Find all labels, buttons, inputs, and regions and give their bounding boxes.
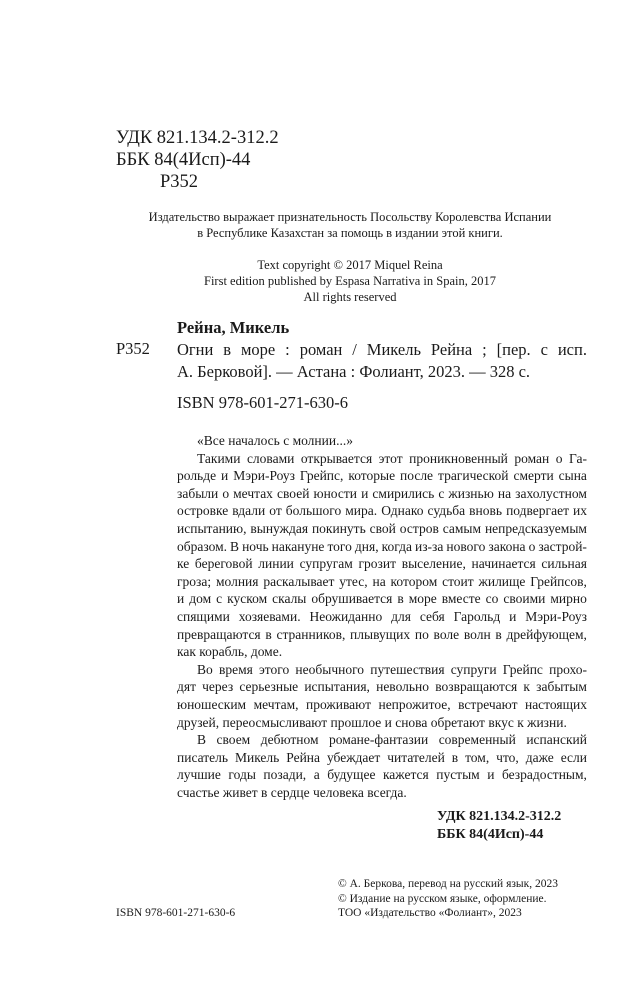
annotation-word: образом.	[177, 538, 228, 554]
bib-word: в	[223, 340, 232, 359]
annotation-word: а	[313, 767, 320, 783]
annotation-word: и	[487, 767, 495, 783]
annotation-word: большого	[285, 503, 342, 519]
annotation-word: дня,	[354, 538, 379, 554]
annotation-word: покинуть	[311, 520, 366, 536]
annotation-word: свой	[369, 520, 396, 536]
bib-word: [пер.	[496, 340, 531, 359]
annotation-word: этого	[259, 661, 290, 677]
annotation-word: подвергает	[506, 503, 569, 519]
annotation-word: накануне	[271, 538, 325, 554]
annotation-word: Мэри-Роуз	[233, 468, 295, 484]
annotation-line: друзей, переосмысливают прошлое и снова обретают вкус к жизни.	[177, 714, 567, 730]
annotation-word: стоит	[442, 573, 474, 589]
annotation-word: судьба	[427, 503, 466, 519]
annotation-word: в	[495, 626, 502, 642]
author-mark: Р352	[160, 172, 199, 192]
annotation-word: Однако	[381, 503, 424, 519]
annotation-line	[177, 661, 587, 679]
annotation-word: романе-фантазии	[329, 732, 429, 748]
annotation-word: утес,	[339, 573, 368, 589]
annotation-word: роман	[514, 450, 550, 466]
bib-word: с	[540, 340, 548, 359]
annotation-word: закона	[488, 538, 526, 554]
annotation-word: писатель	[177, 749, 229, 765]
annotation-line	[177, 538, 587, 556]
annotation-word: и	[509, 608, 517, 624]
annotation-word: Мэри-Роуз	[525, 608, 587, 624]
copyright-line: All rights reserved	[303, 290, 397, 304]
bib-word: Огни	[177, 340, 214, 359]
annotation-word: забыли	[177, 485, 219, 501]
annotation-word: обрушивается	[311, 591, 393, 607]
annotation-word: о	[528, 538, 536, 554]
annotation	[177, 432, 587, 801]
annotation-word: дебютном	[260, 732, 319, 748]
annotation-word: Рейна	[286, 749, 321, 765]
annotation-word: позади,	[263, 767, 307, 783]
annotation-word: проникновенный	[409, 450, 508, 466]
annotation-word: жилище	[478, 573, 526, 589]
annotation-word: мирно	[550, 591, 587, 607]
annotation-word: береговой	[194, 556, 253, 572]
annotation-word: кажется	[382, 767, 429, 783]
annotation-word: ночь	[242, 538, 269, 554]
annotation-word: супруги	[450, 661, 497, 677]
annotation-word: своем	[216, 732, 251, 748]
annotation-word: забытым	[536, 679, 587, 695]
annotation-word: застрой-	[538, 538, 587, 554]
copyright-line: © А. Беркова, перевод на русский язык, 2023	[338, 878, 558, 890]
bib-word: :	[285, 340, 290, 359]
annotation-word: современный	[438, 732, 516, 748]
annotation-word: Гарольд	[453, 608, 501, 624]
annotation-word: на	[372, 573, 386, 589]
annotation-line	[177, 573, 587, 591]
annotation-word: серьезные	[239, 679, 299, 695]
annotation-line	[177, 502, 587, 520]
annotation-word: по	[414, 626, 429, 642]
annotation-word: для	[391, 608, 411, 624]
annotation-word: волн	[463, 626, 491, 642]
annotation-word: мечтах	[233, 485, 273, 501]
annotation-word: том,	[465, 749, 490, 765]
annotation-word: Га-	[569, 450, 587, 466]
annotation-word: с	[438, 485, 445, 501]
bib-word: Рейна	[430, 340, 473, 359]
annotation-word: захолустном	[515, 485, 587, 501]
copyright-line: ТОО «Издательство «Фолиант», 2023	[338, 907, 522, 919]
annotation-word: дрейфующем,	[506, 626, 587, 642]
annotation-word: будущее	[327, 767, 376, 783]
annotation-word: своей	[277, 485, 310, 501]
annotation-word: море	[408, 591, 437, 607]
annotation-word: линии	[258, 556, 294, 572]
annotation-word: жизнью	[448, 485, 494, 501]
annotation-word: грозит	[358, 556, 396, 572]
annotation-word: настоящих	[524, 696, 587, 712]
annotation-word: непрожитое,	[378, 696, 451, 712]
annotation-word: скалы	[272, 591, 307, 607]
annotation-line	[177, 555, 587, 573]
annotation-word: когда	[381, 538, 412, 554]
annotation-word: смерти	[513, 468, 554, 484]
bibliographic-line-1	[177, 339, 587, 361]
bib-word: Микель	[366, 340, 421, 359]
annotation-line	[177, 485, 587, 503]
annotation-word: что,	[496, 749, 519, 765]
bib-word: роман	[299, 340, 343, 359]
annotation-word: воле	[433, 626, 460, 642]
annotation-word: Неожиданно	[309, 608, 383, 624]
annotation-word: годы	[228, 767, 256, 783]
annotation-word: Во	[197, 661, 213, 677]
annotation-word: с	[216, 591, 223, 607]
annotation-word: вновь	[469, 503, 503, 519]
annotation-word: вдали	[232, 503, 266, 519]
annotation-word: встречают	[458, 696, 518, 712]
annotation-word: от	[269, 503, 282, 519]
annotation-line: счастье живет в сердце человека всегда.	[177, 784, 407, 800]
annotation-word: после	[400, 468, 434, 484]
annotation-word: о	[555, 450, 563, 466]
bibliographic-line-2: А. Берковой]. — Астана : Фолиант, 2023. — 328 с.	[177, 362, 531, 381]
udk-code: УДК 821.134.2-312.2	[116, 128, 279, 148]
bib-word: исп.	[557, 340, 587, 359]
annotation-word: непредсказуемым	[484, 520, 587, 536]
annotation-word: о	[222, 485, 230, 501]
annotation-word: возвращаются	[435, 679, 518, 695]
annotation-word: со	[485, 591, 499, 607]
annotation-word: вместе	[441, 591, 481, 607]
annotation-line	[177, 450, 587, 468]
annotation-word: и	[221, 468, 229, 484]
acknowledgement-note	[100, 209, 600, 241]
annotation-line: «Все началось с молнии...»	[197, 433, 353, 448]
copyright-line: © Издание на русском языке, оформление.	[338, 892, 547, 905]
annotation-line	[177, 696, 587, 714]
annotation-word: если	[560, 749, 587, 765]
annotation-word: того	[327, 538, 352, 554]
annotation-word: смирились	[372, 485, 435, 501]
annotation-word: гроза;	[177, 573, 212, 589]
annotation-word: дят	[177, 679, 196, 695]
classification-codes	[116, 127, 279, 193]
translation-copyright	[338, 877, 558, 921]
annotation-word: прохо-	[549, 661, 587, 677]
annotation-word: молния	[215, 573, 259, 589]
annotation-word: нового	[446, 538, 486, 554]
annotation-word: испанский	[526, 732, 587, 748]
annotation-word: время	[218, 661, 253, 677]
annotation-line: как корабль, доме.	[177, 644, 283, 660]
annotation-word: лучшие	[177, 767, 221, 783]
annotation-word: безрадостным,	[501, 767, 587, 783]
annotation-word: остров	[399, 520, 439, 536]
annotation-word: которые	[348, 468, 396, 484]
bib-word: море	[240, 340, 276, 359]
annotation-word: дом	[189, 591, 212, 607]
annotation-word: островке	[177, 503, 229, 519]
annotation-line	[177, 626, 587, 644]
annotation-word: котором	[390, 573, 438, 589]
annotation-line	[177, 766, 587, 784]
annotation-word: из-за	[414, 538, 444, 554]
annotation-word: словами	[246, 450, 295, 466]
annotation-word: мира.	[345, 503, 378, 519]
bibliographic-description	[177, 339, 587, 383]
annotation-line	[177, 590, 587, 608]
bbk-code-bold: ББК 84(4Исп)-44	[437, 827, 544, 842]
annotation-word: спящими	[177, 608, 230, 624]
right-classification-codes	[437, 808, 561, 844]
annotation-word: через	[202, 679, 234, 695]
annotation-word: плывущих	[350, 626, 411, 642]
annotation-word: раскалывает	[263, 573, 335, 589]
bbk-code: ББК 84(4Исп)-44	[116, 150, 251, 170]
annotation-word: испытанию,	[177, 520, 247, 536]
annotation-line	[177, 749, 587, 767]
copyright-line: First edition published by Espasa Narrativa in Spain, 2017	[204, 274, 496, 288]
annotation-word: сына	[558, 468, 587, 484]
annotation-word: сильная	[541, 556, 587, 572]
annotation-word: юности	[313, 485, 358, 501]
annotation-word: и	[361, 485, 369, 501]
annotation-word: в	[397, 591, 404, 607]
annotation-word: этот	[378, 450, 403, 466]
annotation-word: Грейпсов,	[530, 573, 587, 589]
udk-code-bold: УДК 821.134.2-312.2	[437, 809, 562, 824]
bib-word: /	[352, 340, 357, 359]
annotation-word: трагической	[438, 468, 509, 484]
annotation-word: пустым	[436, 767, 480, 783]
annotation-word: вынуждая	[250, 520, 309, 536]
annotation-line	[177, 608, 587, 626]
annotation-word: даже	[525, 749, 554, 765]
annotation-word: к	[523, 679, 530, 695]
annotation-word: куском	[227, 591, 268, 607]
annotation-word: юношеским	[177, 696, 247, 712]
annotation-word: своими	[503, 591, 546, 607]
author-heading: Рейна, Микель	[177, 318, 290, 337]
annotation-word: самым	[442, 520, 482, 536]
annotation-word: Такими	[197, 450, 241, 466]
bib-word: ;	[482, 340, 487, 359]
annotation-word: странников,	[276, 626, 346, 642]
bibliography-author-mark: Р352	[116, 339, 150, 358]
annotation-word: превращаются	[177, 626, 261, 642]
annotation-line	[177, 678, 587, 696]
annotation-word: В	[197, 732, 207, 748]
annotation-word: проживают	[306, 696, 371, 712]
annotation-word: рольде	[177, 468, 217, 484]
annotation-word: невольно	[376, 679, 430, 695]
acknowledgement-line: Издательство выражает признательность Посольству Королевства Испании	[148, 210, 552, 224]
annotation-word: испытания,	[304, 679, 370, 695]
annotation-line	[177, 731, 587, 749]
bottom-isbn: ISBN 978-601-271-630-6	[116, 907, 236, 919]
annotation-word: хозяевами.	[238, 608, 301, 624]
annotation-word: мечтам,	[253, 696, 299, 712]
annotation-line	[177, 520, 587, 538]
annotation-word: себя	[419, 608, 445, 624]
acknowledgement-line: в Республике Казахстан за помощь в издании этой книги.	[197, 226, 503, 240]
annotation-word: их	[573, 503, 587, 519]
annotation-word: открывается	[300, 450, 373, 466]
annotation-line	[177, 467, 587, 485]
annotation-word: путешествия	[370, 661, 445, 677]
isbn: ISBN 978-601-271-630-6	[177, 393, 348, 412]
annotation-word: в	[265, 626, 272, 642]
annotation-word: Грейпс	[502, 661, 543, 677]
annotation-word: на	[497, 485, 512, 501]
annotation-word: в	[451, 749, 459, 765]
original-copyright	[100, 257, 600, 305]
annotation-word: выселение,	[401, 556, 466, 572]
annotation-word: Грейпс,	[299, 468, 344, 484]
annotation-word: супругам	[299, 556, 353, 572]
annotation-word: начинается	[471, 556, 536, 572]
annotation-word: убеждает	[326, 749, 381, 765]
annotation-word: ке	[177, 556, 190, 572]
annotation-word: читателей	[387, 749, 445, 765]
copyright-line: Text copyright © 2017 Miquel Reina	[257, 258, 443, 272]
annotation-word: В	[230, 538, 240, 554]
annotation-word: и	[177, 591, 185, 607]
annotation-word: необычного	[295, 661, 365, 677]
annotation-word: Микель	[234, 749, 280, 765]
